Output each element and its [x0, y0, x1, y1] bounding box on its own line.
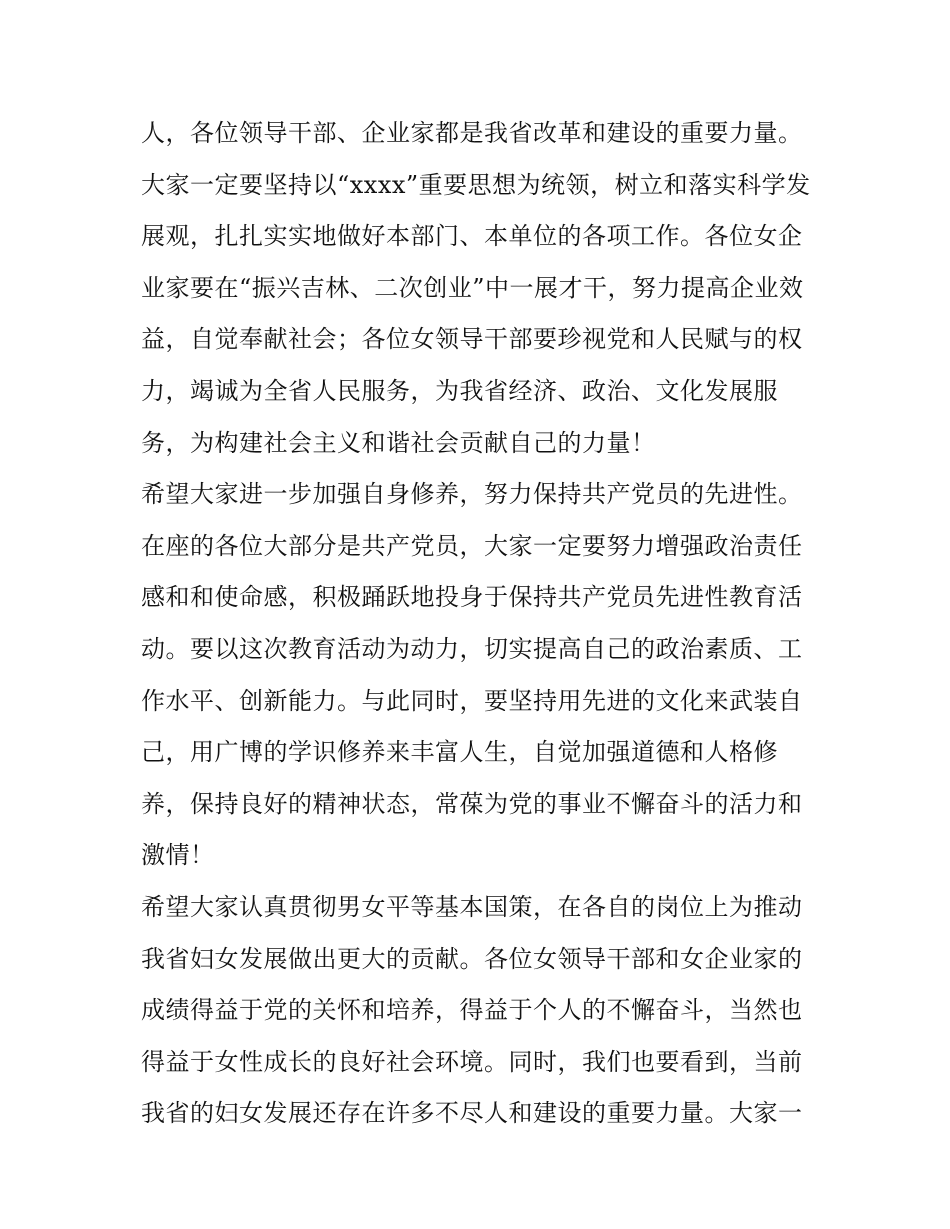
text-line: 人，各位领导干部、企业家都是我省改革和建设的重要力量。 — [141, 119, 803, 147]
text-line: 务，为构建社会主义和谐社会贡献自己的力量！ — [141, 428, 656, 457]
document-body — [141, 108, 821, 1140]
text-line: 我省妇女发展做出更大的贡献。各位女领导干部和女企业家的 — [141, 944, 803, 973]
text-line: 大家一定要坚持以“xxxx”重要思想为统领，树立和落实科学发 — [141, 170, 811, 199]
text-line: 动。要以这次教育活动为动力，切实提高自己的政治素质、工 — [141, 634, 803, 663]
text-line: 养，保持良好的精神状态，常葆为党的事业不懈奋斗的活力和 — [141, 789, 803, 818]
text-line: 激情！ — [141, 841, 215, 870]
text-line: 我省的妇女发展还存在许多不尽人和建设的重要力量。大家一 — [141, 1099, 803, 1128]
text-line: 作水平、创新能力。与此同时，要坚持用先进的文化来武装自 — [141, 686, 803, 715]
text-line: 希望大家认真贯彻男女平等基本国策，在各自的岗位上为推动 — [141, 892, 803, 921]
text-line: 成绩得益于党的关怀和培养，得益于个人的不懈奋斗，当然也 — [141, 996, 803, 1025]
text-line: 得益于女性成长的良好社会环境。同时，我们也要看到，当前 — [141, 1047, 803, 1076]
text-line: 益，自觉奉献社会；各位女领导干部要珍视党和人民赋与的权 — [141, 325, 803, 354]
text-line: 感和和使命感，积极踊跃地投身于保持共产党员先进性教育活 — [141, 583, 803, 612]
text-line: 在座的各位大部分是共产党员，大家一定要努力增强政治责任 — [141, 531, 803, 560]
text-line: 业家要在“振兴吉林、二次创业”中一展才干，努力提高企业效 — [141, 273, 804, 302]
text-line: 己，用广博的学识修养来丰富人生，自觉加强道德和人格修 — [141, 738, 778, 767]
text-line: 希望大家进一步加强自身修养，努力保持共产党员的先进性。 — [141, 480, 803, 509]
text-line: 展观，扎扎实实地做好本部门、本单位的各项工作。各位女企 — [141, 222, 803, 251]
text-line: 力，竭诚为全省人民服务，为我省经济、政治、文化发展服 — [141, 376, 778, 405]
